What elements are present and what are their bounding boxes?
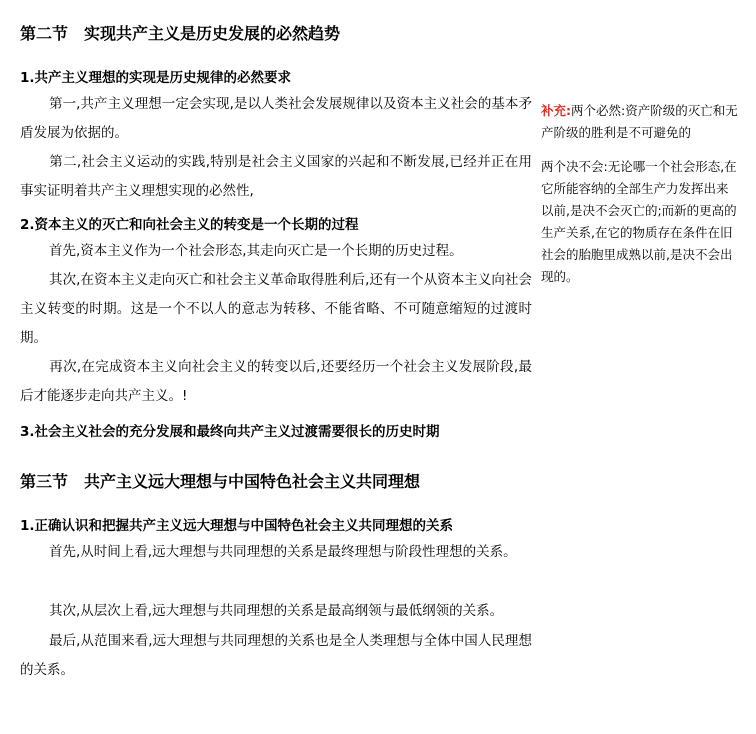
- paragraph: [20, 538, 532, 567]
- subheading-2-2: 2.资本主义的灭亡和向社会主义的转变是一个长期的过程: [20, 217, 359, 233]
- paragraph-text: 最后,从范围来看,远大理想与共同理想的关系也是全人类理想与全体中国人民理想的关系。: [20, 633, 532, 678]
- note-block-2: 两个决不会:无论哪一个社会形态,在它所能容纳的全部生产力发挥出来以前,是决不会灭亡的;而新的更高的生产关系,在它的物质存在条件在旧社会的胎胞里成熟以前,是决不会出现的。: [541, 159, 737, 284]
- section-heading-2: [20, 21, 340, 44]
- paragraph: [20, 353, 532, 411]
- section-number: 第三节: [20, 472, 69, 491]
- subheading-2-3: 3.社会主义社会的充分发展和最终向共产主义过渡需要很长的历史时期: [20, 424, 440, 440]
- note-text-1: 两个必然:资产阶级的灭亡和无产阶级的胜利是不可避免的: [541, 103, 738, 140]
- paragraph-text: 首先,资本主义作为一个社会形态,其走向灭亡是一个长期的历史过程。: [49, 243, 463, 259]
- paragraph: [20, 148, 532, 206]
- paragraph-text: 第二,社会主义运动的实践,特别是社会主义国家的兴起和不断发展,已经并正在用事实证明着共产主义理想实现的必然性,: [20, 154, 532, 199]
- paragraph: [20, 627, 532, 685]
- section-title: 共产主义远大理想与中国特色社会主义共同理想: [84, 472, 421, 491]
- paragraph-text: 其次,从层次上看,远大理想与共同理想的关系是最高纲领与最低纲领的关系。: [49, 603, 504, 619]
- paragraph-text: 首先,从时间上看,远大理想与共同理想的关系是最终理想与阶段性理想的关系。: [49, 544, 517, 560]
- paragraph-text: 第一,共产主义理想一定会实现,是以人类社会发展规律以及资本主义社会的基本矛盾发展为依据的。: [20, 96, 532, 141]
- subheading-3-1: 1.正确认识和把握共产主义远大理想与中国特色社会主义共同理想的关系: [20, 518, 454, 534]
- note-label: 补充:: [541, 103, 571, 118]
- section-title: 实现共产主义是历史发展的必然趋势: [84, 24, 341, 43]
- paragraph: [20, 90, 532, 148]
- note-block-1: [541, 100, 739, 144]
- section-heading-3: [20, 469, 420, 492]
- paragraph: [20, 597, 532, 626]
- paragraph: [20, 237, 532, 266]
- section-number: 第二节: [20, 24, 69, 43]
- paragraph: [20, 266, 532, 353]
- subheading-2-1: 1.共产主义理想的实现是历史规律的必然要求: [20, 70, 292, 86]
- sidebar-note: [541, 100, 739, 288]
- paragraph-text: 其次,在资本主义走向灭亡和社会主义革命取得胜利后,还有一个从资本主义向社会主义转变的时期。这是一个不以人的意志为转移、不能省略、不可随意缩短的过渡时期。: [20, 272, 532, 346]
- paragraph-text: 再次,在完成资本主义向社会主义的转变以后,还要经历一个社会主义发展阶段,最后才能逐步走向共产主义。!: [20, 359, 532, 404]
